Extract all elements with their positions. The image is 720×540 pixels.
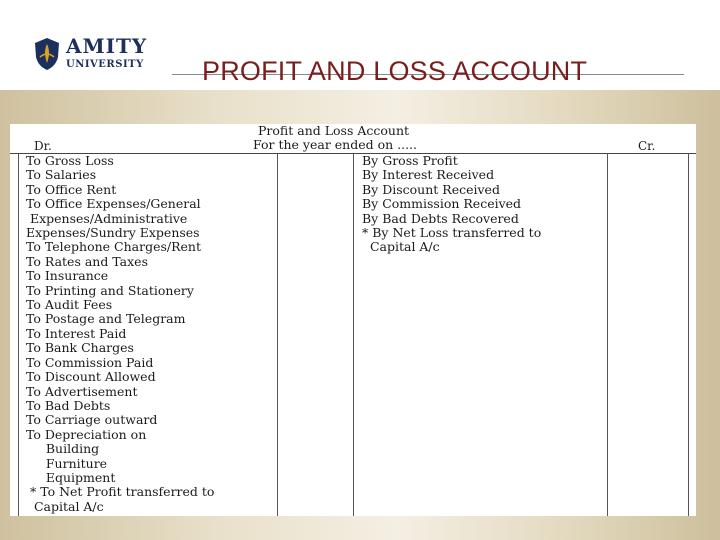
logo-subtitle: UNIVERSITY (66, 59, 144, 70)
account-line-item: Capital A/c (362, 239, 440, 255)
account-line-item: By Interest Received (362, 167, 495, 183)
account-line-item: To Telephone Charges/Rent (26, 239, 201, 255)
account-line-item: Expenses/Sundry Expenses (26, 225, 200, 241)
column-divider (607, 153, 608, 516)
column-divider (18, 153, 19, 516)
debit-items-list (26, 154, 214, 514)
account-line-item: To Bad Debts (26, 397, 111, 413)
account-line-item: To Office Rent (26, 181, 117, 197)
account-line-item: To Discount Allowed (26, 369, 156, 385)
account-line-item: To Printing and Stationery (26, 282, 194, 298)
account-sheet (10, 124, 696, 516)
column-divider (688, 153, 689, 516)
account-line-item: To Postage and Telegram (26, 311, 186, 327)
account-line-item: To Salaries (26, 167, 97, 183)
account-line-item: To Interest Paid (26, 325, 127, 341)
account-line-item: Furniture (26, 455, 108, 471)
debit-label: Dr. (34, 139, 52, 153)
column-divider (277, 153, 278, 516)
account-line-item: To Audit Fees (26, 297, 113, 313)
account-line-item: Equipment (26, 469, 116, 485)
account-line-item: To Insurance (26, 268, 109, 284)
account-line-item: Expenses/Administrative (26, 210, 188, 226)
account-line-item: By Discount Received (362, 181, 500, 197)
account-line-item: Capital A/c (26, 498, 104, 514)
page-title: PROFIT AND LOSS ACCOUNT (202, 56, 588, 86)
account-line-item: By Commission Received (362, 196, 522, 212)
account-line-item: By Bad Debts Recovered (362, 210, 519, 226)
credit-label: Cr. (638, 139, 656, 153)
account-line-item: To Rates and Taxes (26, 253, 148, 269)
account-line-item: * By Net Loss transferred to (362, 225, 542, 241)
slide-header (0, 0, 720, 90)
account-line-item: To Office Expenses/General (26, 196, 201, 212)
account-period: For the year ended on ..... (253, 137, 418, 152)
account-line-item: To Advertisement (26, 383, 138, 399)
account-line-item: To Commission Paid (26, 354, 154, 370)
account-line-item: Building (26, 441, 100, 457)
account-line-item: To Depreciation on (26, 426, 147, 442)
credit-items-list (362, 154, 541, 255)
amity-logo (34, 34, 159, 78)
account-line-item: To Gross Loss (26, 153, 114, 168)
account-line-item: To Carriage outward (26, 412, 158, 428)
account-line-item: * To Net Profit transferred to (26, 484, 215, 500)
account-heading: Profit and Loss Account (258, 123, 410, 138)
account-line-item: By Gross Profit (362, 153, 458, 168)
logo-wordmark: AMITY (66, 34, 148, 58)
column-divider (353, 153, 354, 516)
university-crest-icon (34, 37, 60, 71)
account-line-item: To Bank Charges (26, 340, 134, 356)
